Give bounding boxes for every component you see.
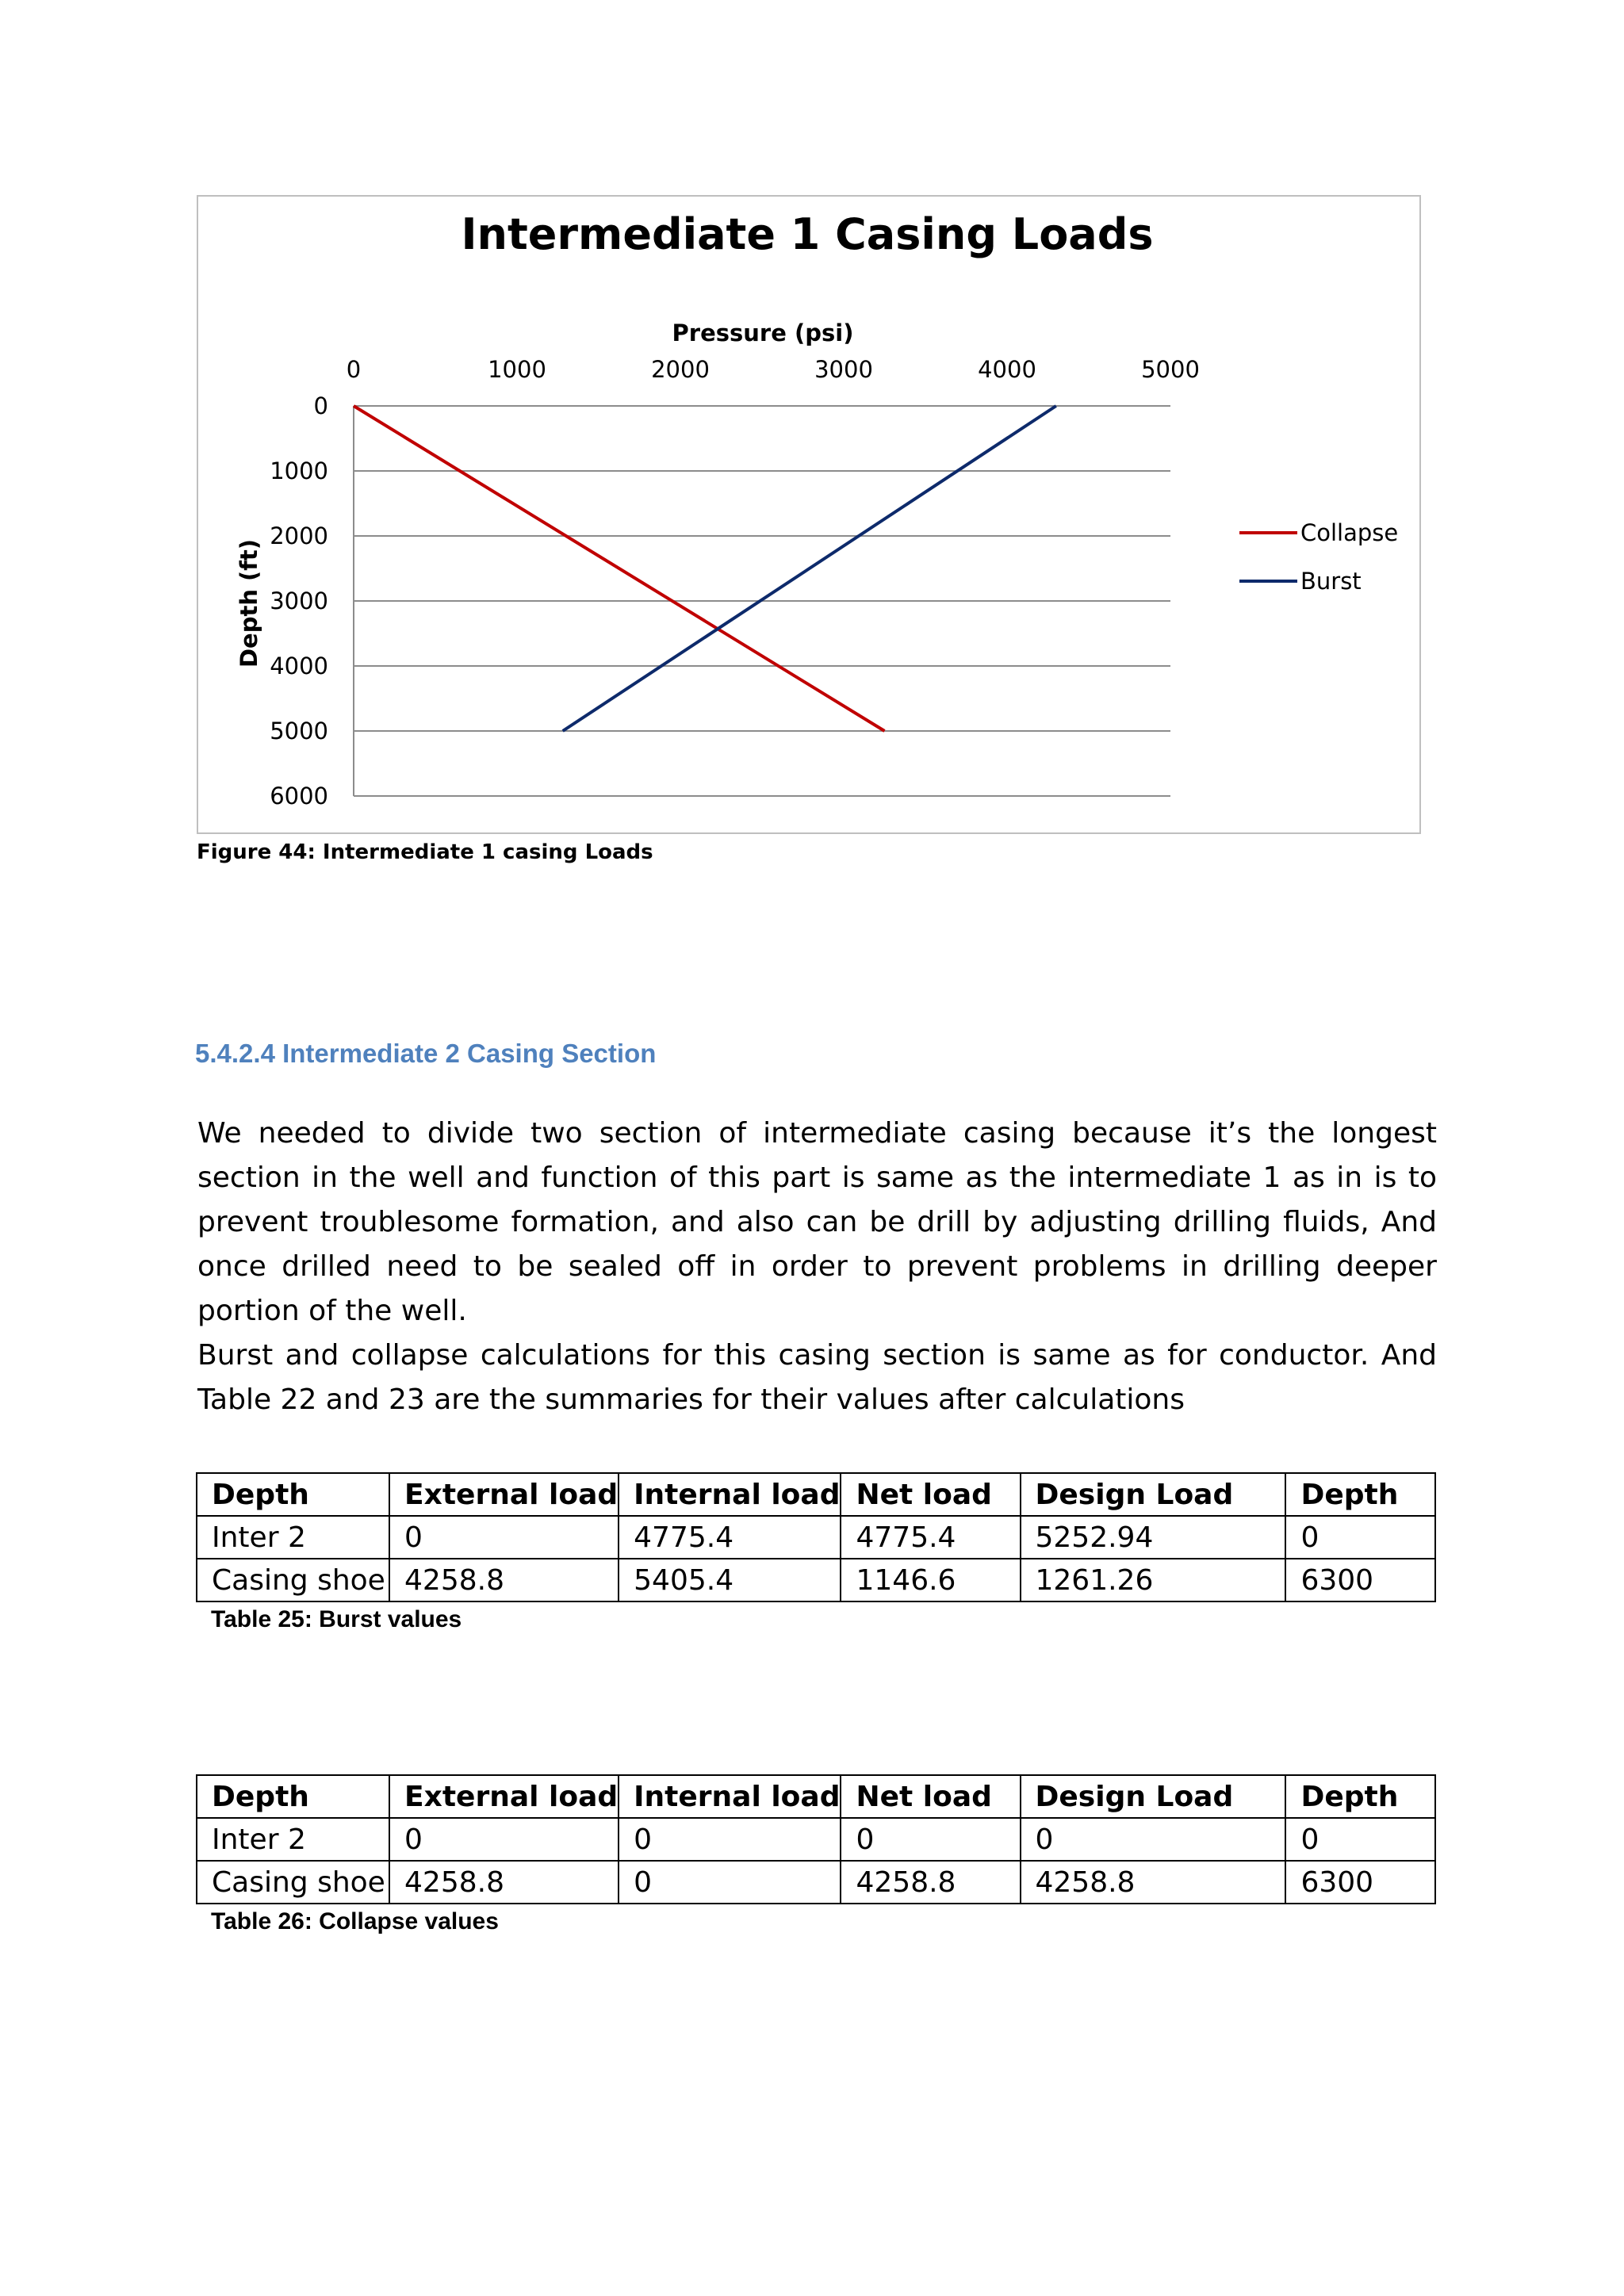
table-cell: 1146.6 bbox=[841, 1559, 1020, 1601]
table-cell: 4258.8 bbox=[841, 1861, 1020, 1904]
header-cell: Net load bbox=[841, 1473, 1020, 1516]
table-cell: 0 bbox=[1021, 1818, 1286, 1861]
burst-values-table bbox=[196, 1472, 1436, 1602]
paragraph-2: Burst and collapse calculations for this casing section is same as for conductor. And Table 22 and 23 are the summaries for their values after calculations bbox=[197, 1339, 1437, 1416]
table-cell: Inter 2 bbox=[197, 1818, 389, 1861]
legend bbox=[1239, 519, 1398, 595]
x-tick-label: 4000 bbox=[978, 356, 1036, 383]
burst-table-caption: Table 25: Burst values bbox=[211, 1606, 462, 1632]
y-tick-label: 2000 bbox=[270, 522, 328, 549]
legend-label-collapse: Collapse bbox=[1300, 519, 1399, 546]
table-row bbox=[197, 1818, 1435, 1861]
x-tick-label: 3000 bbox=[814, 356, 873, 383]
table-cell: 4775.4 bbox=[841, 1516, 1020, 1559]
table-cell: 6300 bbox=[1285, 1559, 1435, 1601]
table-cell: 0 bbox=[619, 1818, 841, 1861]
table-cell: 0 bbox=[389, 1516, 619, 1559]
chart-title: Intermediate 1 Casing Loads bbox=[461, 209, 1154, 259]
header-cell: External load bbox=[389, 1775, 619, 1818]
series-line-burst bbox=[563, 406, 1056, 731]
figure-caption: Figure 44: Intermediate 1 casing Loads bbox=[197, 840, 653, 864]
table-cell: 4258.8 bbox=[1021, 1861, 1286, 1904]
header-cell: External load bbox=[389, 1473, 619, 1516]
y-tick-label: 4000 bbox=[270, 652, 328, 679]
table-cell: 5405.4 bbox=[619, 1559, 841, 1601]
table-cell: 4775.4 bbox=[619, 1516, 841, 1559]
paragraph-1: We needed to divide two section of intermediate casing because it’s the longest section in the well and function of this part is same as the intermediate 1 as in is to prevent troublesome formation, and also can be drill by adjusting drilling fluids, And once drilled need to be sealed off in order to prevent problems in drilling deeper portion of the well. bbox=[197, 1117, 1437, 1327]
x-axis-title: Pressure (psi) bbox=[672, 320, 854, 346]
x-tick-label: 5000 bbox=[1141, 356, 1200, 383]
table-cell: Inter 2 bbox=[197, 1516, 389, 1559]
table-row bbox=[197, 1516, 1435, 1559]
header-cell: Design Load bbox=[1021, 1775, 1286, 1818]
header-cell: Internal load bbox=[619, 1473, 841, 1516]
header-cell: Internal load bbox=[619, 1775, 841, 1818]
y-tick-label: 5000 bbox=[270, 718, 328, 744]
legend-label-burst: Burst bbox=[1300, 568, 1362, 595]
casing-loads-chart bbox=[197, 195, 1421, 834]
y-tick-label: 1000 bbox=[270, 457, 328, 484]
y-tick-label: 0 bbox=[313, 392, 328, 419]
table-row bbox=[197, 1559, 1435, 1601]
header-cell: Depth bbox=[197, 1775, 389, 1818]
header-cell: Net load bbox=[841, 1775, 1020, 1818]
table-cell: 0 bbox=[1285, 1818, 1435, 1861]
table-cell: Casing shoe bbox=[197, 1861, 389, 1904]
header-cell: Depth bbox=[1285, 1775, 1435, 1818]
table-row bbox=[197, 1861, 1435, 1904]
table-cell: Casing shoe bbox=[197, 1559, 389, 1601]
section-heading: 5.4.2.4 Intermediate 2 Casing Section bbox=[195, 1039, 657, 1068]
table-cell: 4258.8 bbox=[389, 1559, 619, 1601]
table-header-row bbox=[197, 1473, 1435, 1516]
table-cell: 0 bbox=[619, 1861, 841, 1904]
y-tick-label: 6000 bbox=[270, 783, 328, 809]
collapse-values-table bbox=[196, 1774, 1436, 1904]
table-cell: 6300 bbox=[1285, 1861, 1435, 1904]
x-tick-label: 0 bbox=[346, 356, 362, 383]
axis-ticks bbox=[270, 356, 1200, 809]
collapse-table-caption: Table 26: Collapse values bbox=[211, 1908, 499, 1934]
series-line-collapse bbox=[354, 406, 885, 731]
series-lines bbox=[354, 406, 1056, 731]
x-tick-label: 1000 bbox=[488, 356, 546, 383]
table-header-row bbox=[197, 1775, 1435, 1818]
table-cell: 0 bbox=[389, 1818, 619, 1861]
body-text bbox=[197, 1112, 1437, 1422]
x-tick-label: 2000 bbox=[651, 356, 710, 383]
table-cell: 1261.26 bbox=[1021, 1559, 1286, 1601]
table-cell: 0 bbox=[841, 1818, 1020, 1861]
header-cell: Depth bbox=[1285, 1473, 1435, 1516]
y-tick-label: 3000 bbox=[270, 587, 328, 614]
header-cell: Depth bbox=[197, 1473, 389, 1516]
table-cell: 0 bbox=[1285, 1516, 1435, 1559]
table-cell: 4258.8 bbox=[389, 1861, 619, 1904]
y-axis-title: Depth (ft) bbox=[236, 538, 262, 668]
header-cell: Design Load bbox=[1021, 1473, 1286, 1516]
table-cell: 5252.94 bbox=[1021, 1516, 1286, 1559]
